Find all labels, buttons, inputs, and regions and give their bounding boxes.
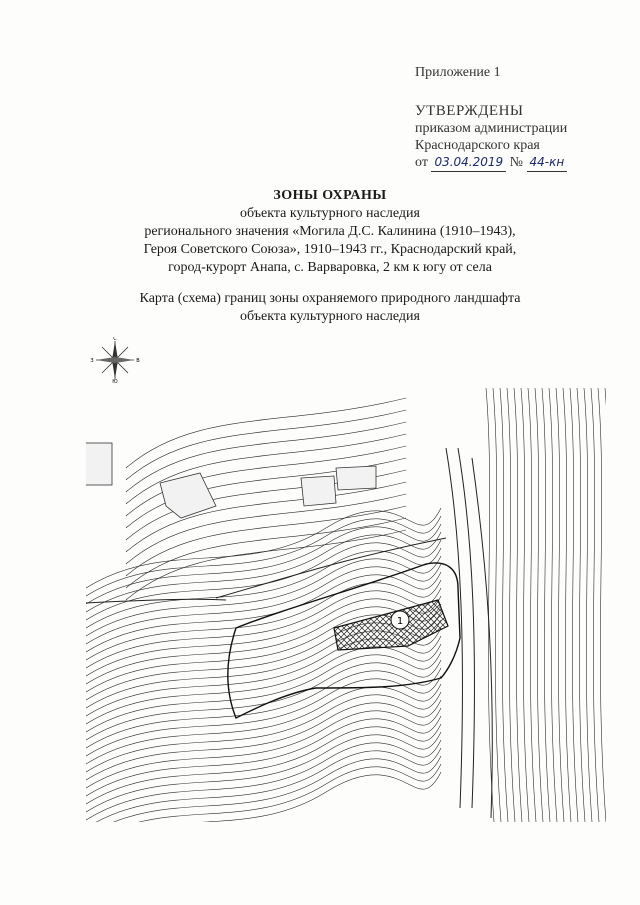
contour-line	[542, 388, 550, 822]
compass-rose-icon	[90, 337, 140, 383]
contour-line	[86, 772, 441, 822]
compass-south-label: Ю	[112, 379, 118, 383]
contour-line	[577, 388, 585, 822]
title-line-4: город-курорт Анапа, с. Варваровка, 2 км к югу от села	[168, 260, 492, 275]
topographic-map	[86, 388, 606, 822]
approval-date: 03.04.2019	[431, 154, 506, 172]
contour-line	[584, 388, 592, 822]
contour-line	[549, 388, 557, 822]
map-caption-line-1: Карта (схема) границ зоны охраняемого природного ландшафта	[139, 291, 521, 306]
title-line-2: регионального значения «Могила Д.С. Калинина (1910–1943),	[144, 224, 516, 239]
title-line-1: объекта культурного наследия	[240, 206, 420, 221]
document-title	[60, 187, 600, 277]
contour-line	[86, 748, 441, 822]
buildings	[86, 443, 376, 518]
zone-number-label: 1	[396, 616, 404, 627]
contour-line	[591, 388, 599, 822]
approval-date-line	[415, 154, 567, 172]
contour-line	[514, 388, 522, 822]
compass-east-label: В	[136, 358, 140, 364]
number-prefix: №	[509, 155, 524, 170]
contour-line	[570, 388, 578, 822]
contour-lines	[86, 388, 606, 822]
contour-line	[126, 398, 406, 468]
contour-line	[556, 388, 564, 822]
contour-line	[521, 388, 529, 822]
approved-by-order: приказом администрации	[415, 121, 568, 136]
contour-line	[126, 530, 406, 600]
contour-line	[500, 388, 508, 822]
approval-stamp	[415, 64, 567, 172]
title-line-3: Героя Советского Союза», 1910–1943 гг., Краснодарский край,	[143, 242, 517, 257]
contour-line	[528, 388, 536, 822]
approved-region: Краснодарского края	[415, 138, 540, 153]
date-prefix: от	[415, 155, 428, 170]
contour-line	[605, 388, 606, 822]
contour-line	[563, 388, 571, 822]
contour-line	[86, 764, 441, 822]
contour-line	[507, 388, 515, 822]
compass-north-label: С	[113, 337, 117, 342]
map-caption-line-2: объекта культурного наследия	[240, 309, 420, 324]
approved-heading: УТВЕРЖДЕНЫ	[415, 103, 524, 119]
contour-line	[126, 506, 406, 576]
title-main: ЗОНЫ ОХРАНЫ	[273, 188, 387, 203]
contour-line	[493, 388, 501, 822]
map-caption	[60, 290, 600, 326]
contour-line	[598, 388, 606, 822]
compass-west-label: З	[90, 358, 94, 364]
appendix-label: Приложение 1	[415, 65, 501, 80]
approval-number: 44-кн	[527, 154, 568, 172]
contour-line	[535, 388, 543, 822]
